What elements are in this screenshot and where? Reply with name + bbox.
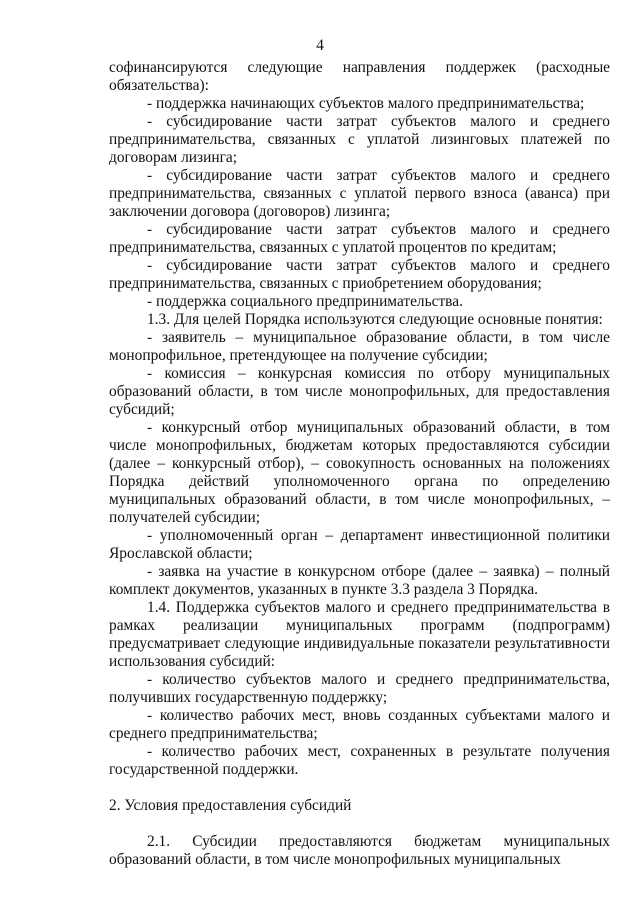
definition-commission: - комиссия – конкурсная комиссия по отбору муниципальных образований области, в том числе монопрофильных, для предоставления субсидий; [109, 365, 610, 418]
list-item-leasing-advance: - субсидирование части затрат субъектов малого и среднего предпринимательства, связанных с уплатой первого взноса (аванса) при заключении договора (договоров) лизинга; [109, 167, 610, 220]
paragraph-1-4: 1.4. Поддержка субъектов малого и среднего предпринимательства в рамках реализации муниципальных программ (подпрограмм) предусматривает следующие индивидуальные показатели результативности использования субсидий: [109, 599, 610, 670]
document-body [109, 59, 610, 869]
list-item-social-entrepreneurship: - поддержка социального предпринимательства. [147, 293, 463, 310]
paragraph-funding-directions: софинансируются следующие направления поддержек (расходные обязательства): [109, 59, 610, 94]
section-2-heading: 2. Условия предоставления субсидий [109, 797, 352, 814]
paragraph-2-1: 2.1. Субсидии предоставляются бюджетам муниципальных образований области, в том числе монопрофильных муниципальных [109, 833, 610, 868]
definition-authorized-body: - уполномоченный орган – департамент инвестиционной политики Ярославской области; [109, 527, 610, 562]
indicator-new-jobs: - количество рабочих мест, вновь созданных субъектами малого и среднего предпринимательства; [109, 707, 610, 742]
list-item-startup-support: - поддержка начинающих субъектов малого предпринимательства; [147, 95, 585, 112]
indicator-retained-jobs: - количество рабочих мест, сохраненных в результате получения государственной поддержки. [109, 743, 610, 778]
definition-applicant: - заявитель – муниципальное образование области, в том числе монопрофильное, претендующее на получение субсидии; [109, 329, 610, 364]
list-item-equipment: - субсидирование части затрат субъектов малого и среднего предпринимательства, связанных с приобретением оборудования; [109, 257, 610, 292]
definition-application: - заявка на участие в конкурсном отборе (далее – заявка) – полный комплект документов, указанных в пункте 3.3 раздела 3 Порядка. [109, 563, 610, 598]
paragraph-1-3: 1.3. Для целей Порядка используются следующие основные понятия: [147, 311, 603, 328]
page-number: 4 [316, 37, 324, 54]
list-item-leasing-payments: - субсидирование части затрат субъектов малого и среднего предпринимательства, связанных с уплатой лизинговых платежей по договорам лизинга; [109, 113, 610, 166]
list-item-loan-interest: - субсидирование части затрат субъектов малого и среднего предпринимательства, связанных с уплатой процентов по кредитам; [109, 221, 610, 256]
indicator-supported-smes: - количество субъектов малого и среднего предпринимательства, получивших государственную поддержку; [109, 671, 610, 706]
definition-competitive-selection: - конкурсный отбор муниципальных образований области, в том числе монопрофильных, бюджетам которых предоставляются субсидии (далее – конкурсный отбор), – совокупность основанных на положениях Порядка действий уполномоченного органа по определению муниципальных образований области, в том числе монопрофильных, – получателей субсидии; [109, 419, 610, 526]
